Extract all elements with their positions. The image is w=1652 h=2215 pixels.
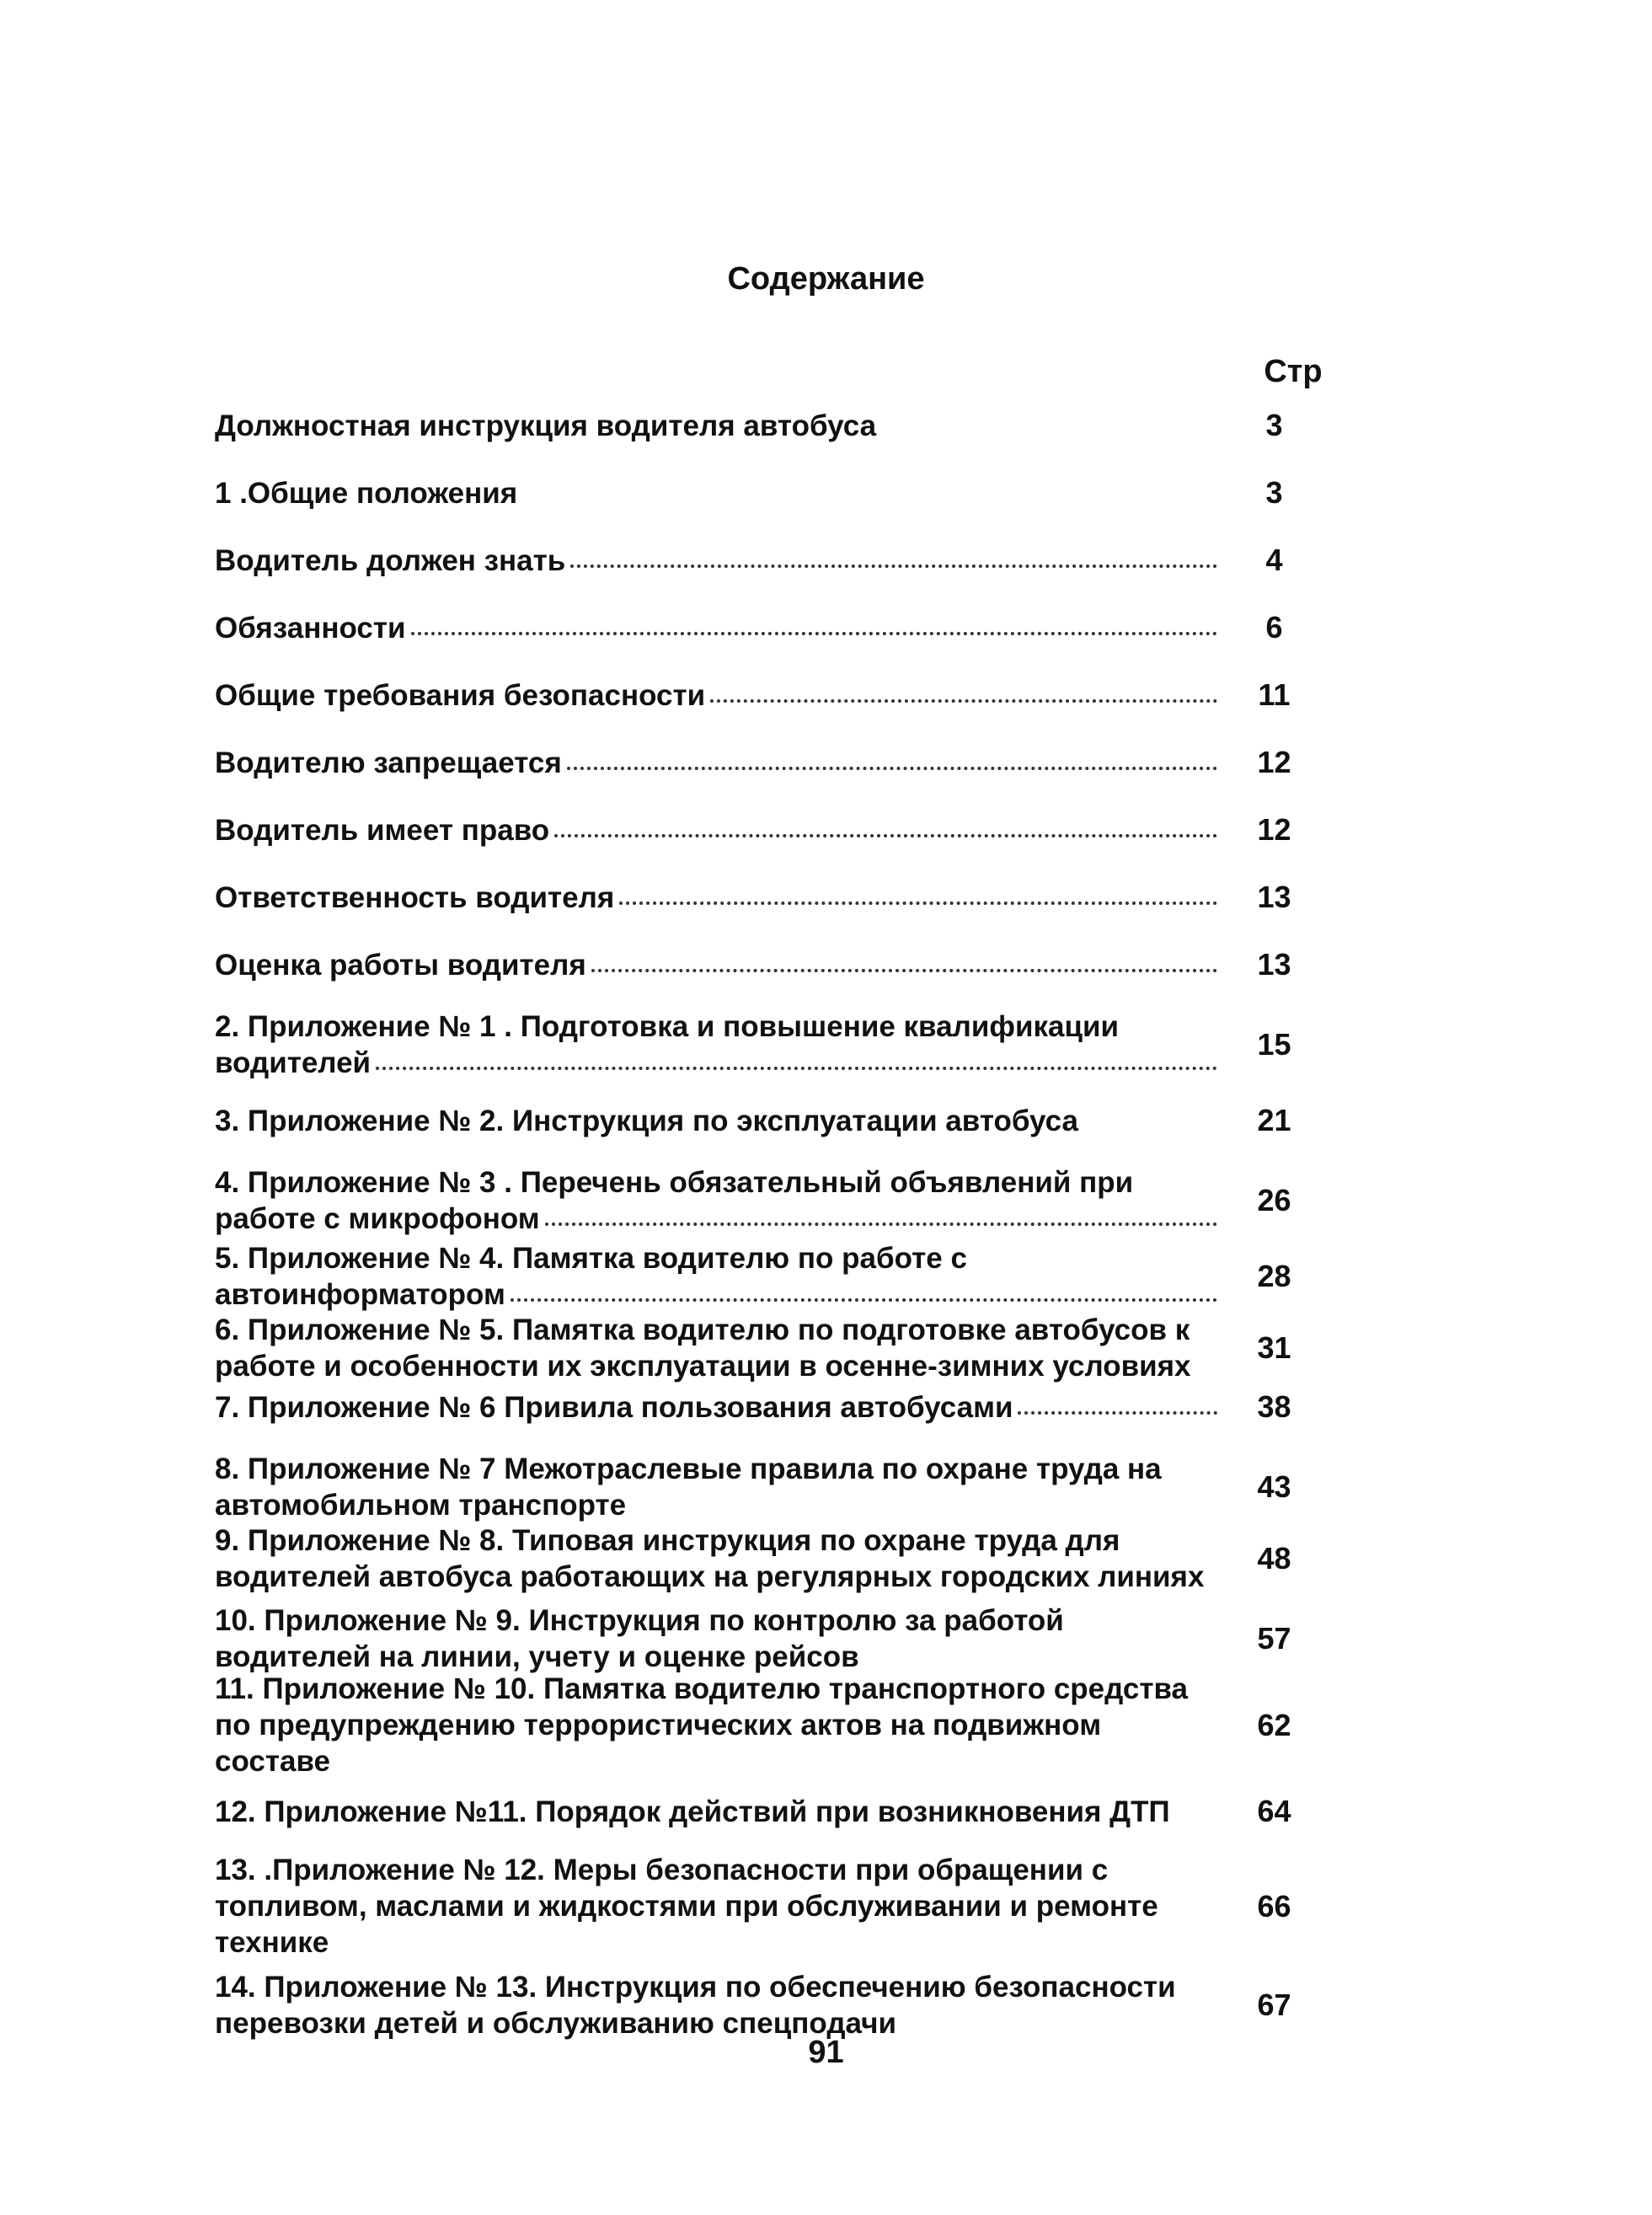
toc-page-number: 67 [1257,1988,1291,2022]
toc-page-number: 6 [1265,610,1283,645]
toc-entry-line [215,880,1217,916]
toc-page-number: 21 [1257,1103,1291,1137]
dot-leader [567,760,1217,770]
toc-entry-text [215,1602,1217,1675]
toc-entry-title: 7. Приложение № 6 Привила пользования автобусами [215,1390,1013,1424]
footer-page-number: 91 [808,2035,844,2070]
toc-page-number: 3 [1265,475,1283,510]
toc-entry-line [215,1559,1217,1595]
dot-leader [376,1060,1217,1070]
toc-entry-text [215,1671,1217,1779]
toc-entry-title: 3. Приложение № 2. Инструкция по эксплуатации автобуса [215,1104,1078,1137]
toc-page-number: 57 [1257,1621,1291,1656]
toc-entry [215,1310,1331,1386]
toc-entry-line [215,745,1217,781]
toc-entry-title: перевозки детей и обслуживанию спецподачи [215,2007,896,2040]
toc-entry [215,1672,1331,1778]
toc-entry-line [215,1888,1217,1924]
toc-page-number: 4 [1265,543,1283,577]
toc-entry [215,1239,1331,1314]
toc-entry-line [215,1743,1217,1779]
toc-entry-title: 9. Приложение № 8. Типовая инструкция по охране труда для [215,1524,1120,1557]
toc-entry-line [215,1201,1217,1237]
toc-entry-text [215,1009,1217,1081]
toc-entry [215,1163,1331,1239]
toc-entry-text [215,1969,1217,2041]
toc-page-number: 38 [1257,1389,1291,1424]
toc-entry-text [215,610,1217,646]
toc-entry-line [215,1522,1217,1559]
toc-entry-line [215,1164,1217,1201]
toc-page-number: 64 [1257,1794,1291,1828]
toc-entry-line [215,1602,1217,1639]
toc-page-number: 12 [1257,745,1291,779]
toc-entry [215,602,1331,653]
toc-entry-title: 1 .Общие положения [215,476,518,510]
toc-entry-title: водителей автобуса работающих на регулярных городских линиях [215,1560,1205,1593]
toc-entry-title: 13. .Приложение № 12. Меры безопасности при обращении с [215,1854,1109,1886]
toc-entry-title: 8. Приложение № 7 Межотраслевые правила по охране труда на [215,1453,1162,1485]
toc-entry [215,737,1331,788]
toc-entry-text [215,475,1217,511]
toc-entry-line [215,1707,1217,1743]
toc-page-number: 11 [1258,677,1291,712]
toc-entry-line [215,1240,1217,1276]
toc-entry-title: автомобильном транспорте [215,1489,627,1522]
toc-entry-title: составе [215,1745,330,1778]
toc-page-number: 13 [1257,880,1291,914]
toc-entry [215,400,1331,451]
dot-leader [511,1292,1217,1302]
dot-leader [554,827,1217,837]
toc-entry-text [215,1389,1217,1426]
toc-entry [215,1521,1331,1597]
toc-entry-text [215,745,1217,781]
dot-leader [411,625,1217,635]
toc-entry-line [215,1045,1217,1081]
dot-leader [591,962,1217,972]
toc-entry-text [215,1164,1217,1237]
toc-entry-line [215,1009,1217,1045]
toc-entry-text [215,812,1217,848]
toc-entry-line [215,1312,1217,1348]
toc-entry [215,1967,1331,2043]
toc-entry-title: работе с микрофоном [215,1202,540,1235]
toc-entry-title: 11. Приложение № 10. Памятка водителю транспортного средства [215,1672,1189,1705]
toc-entry-text [215,1103,1217,1139]
toc-entry-line [215,1639,1217,1675]
toc-entry-line [215,1852,1217,1888]
toc-entry-line [215,947,1217,983]
toc-entry [215,670,1331,720]
toc-entry-title: по предупреждению террористических актов на подвижном [215,1709,1102,1742]
dot-leader [619,895,1217,905]
toc-entry [215,1854,1331,1959]
toc-entry-title: 5. Приложение № 4. Памятка водителю по работе с [215,1242,967,1275]
toc-entry-title: Должностная инструкция водителя автобуса [215,409,877,442]
toc-entry-title: 6. Приложение № 5. Памятка водителю по подготовке автобусов к [215,1313,1190,1346]
toc-entry-text [215,677,1217,714]
toc-page-number: 31 [1257,1330,1291,1365]
toc-entry-title: 10. Приложение № 9. Инструкция по контролю за работой [215,1604,1064,1637]
toc-entry-line [215,1671,1217,1707]
toc-entry-text [215,1522,1217,1595]
toc-page-number: 12 [1257,812,1291,847]
page-column-header: Стр [1264,354,1323,389]
toc-entry-title: Оценка работы водителя [215,948,586,982]
toc-entry-title: Водитель должен знать [215,543,566,577]
toc-entry-title: 14. Приложение № 13. Инструкция по обеспечению безопасности [215,1971,1176,2004]
toc-entry-line [215,677,1217,714]
toc-entry-text [215,880,1217,916]
toc-entry-line [215,1487,1217,1523]
toc-page-number: 15 [1257,1027,1291,1062]
toc-entry-text [215,1312,1217,1384]
toc-entry-text [215,1240,1217,1313]
toc-page-number: 26 [1257,1183,1291,1217]
toc-entry [215,1786,1331,1837]
dot-leader [570,558,1217,568]
toc-entry-text [215,408,1217,444]
toc-entry-title: Обязанности [215,611,406,645]
toc-entry [215,872,1331,923]
toc-entry-title: автоинформатором [215,1278,505,1311]
toc-entry [215,1382,1331,1432]
toc-entry-title: 4. Приложение № 3 . Перечень обязательный объявлений при [215,1166,1134,1199]
toc-entry-title: Ответственность водителя [215,880,615,914]
toc-entry-text [215,1794,1217,1830]
toc-entry-line [215,1389,1217,1426]
toc-entry-title: топливом, маслами и жидкостями при обслуживании и ремонте [215,1890,1158,1923]
toc-entry [215,1095,1331,1146]
toc-entry-title: Водителю запрещается [215,746,562,779]
toc-entry-text [215,543,1217,579]
toc-entry-line [215,1276,1217,1313]
dot-leader [710,693,1217,703]
toc-entry-text [215,1451,1217,1523]
toc-entry-title: 12. Приложение №11. Порядок действий при возникновения ДТП [215,1795,1170,1828]
toc-entry [215,939,1331,990]
toc-entry-line [215,1451,1217,1487]
toc-entry-title: водителей [215,1046,372,1079]
toc-entry [215,1007,1331,1083]
toc-entry-text [215,947,1217,983]
toc-entry-line [215,1103,1217,1139]
toc-page-number: 43 [1257,1469,1291,1504]
toc-page-number: 62 [1257,1707,1291,1742]
toc-entry-title: технике [215,1926,329,1959]
toc-entry [215,1601,1331,1677]
dot-leader [1018,1404,1217,1415]
toc-entry-line [215,543,1217,579]
toc-entry-line [215,475,1217,511]
toc-entry-text [215,1852,1217,1961]
dot-leader [545,1216,1217,1226]
toc-page-number: 3 [1265,408,1283,442]
toc-entry [215,535,1331,586]
toc-entry [215,805,1331,855]
toc-entry [215,468,1331,518]
page-title: Содержание [727,261,925,297]
toc-entry-line [215,408,1217,444]
toc-page-number: 48 [1257,1541,1291,1576]
toc-entry-line [215,812,1217,848]
toc-entry-line [215,610,1217,646]
toc-page-number: 28 [1257,1259,1291,1293]
toc-entry-line [215,1969,1217,2005]
toc-page-number: 13 [1257,947,1291,982]
toc-entry-line [215,1794,1217,1830]
toc-entry [215,1449,1331,1525]
toc-entry-title: Общие требования безопасности [215,678,706,712]
toc-entry-title: водителей на линии, учету и оценке рейсов [215,1640,859,1673]
toc-entry-title: 2. Приложение № 1 . Подготовка и повышение квалификации [215,1010,1120,1043]
toc-entry-title: Водитель имеет право [215,813,550,847]
toc-entry-line [215,1924,1217,1961]
toc-entry-line [215,1348,1217,1384]
toc-page-number: 66 [1257,1888,1291,1923]
toc-entry-title: работе и особенности их эксплуатации в осенне-зимних условиях [215,1350,1191,1383]
